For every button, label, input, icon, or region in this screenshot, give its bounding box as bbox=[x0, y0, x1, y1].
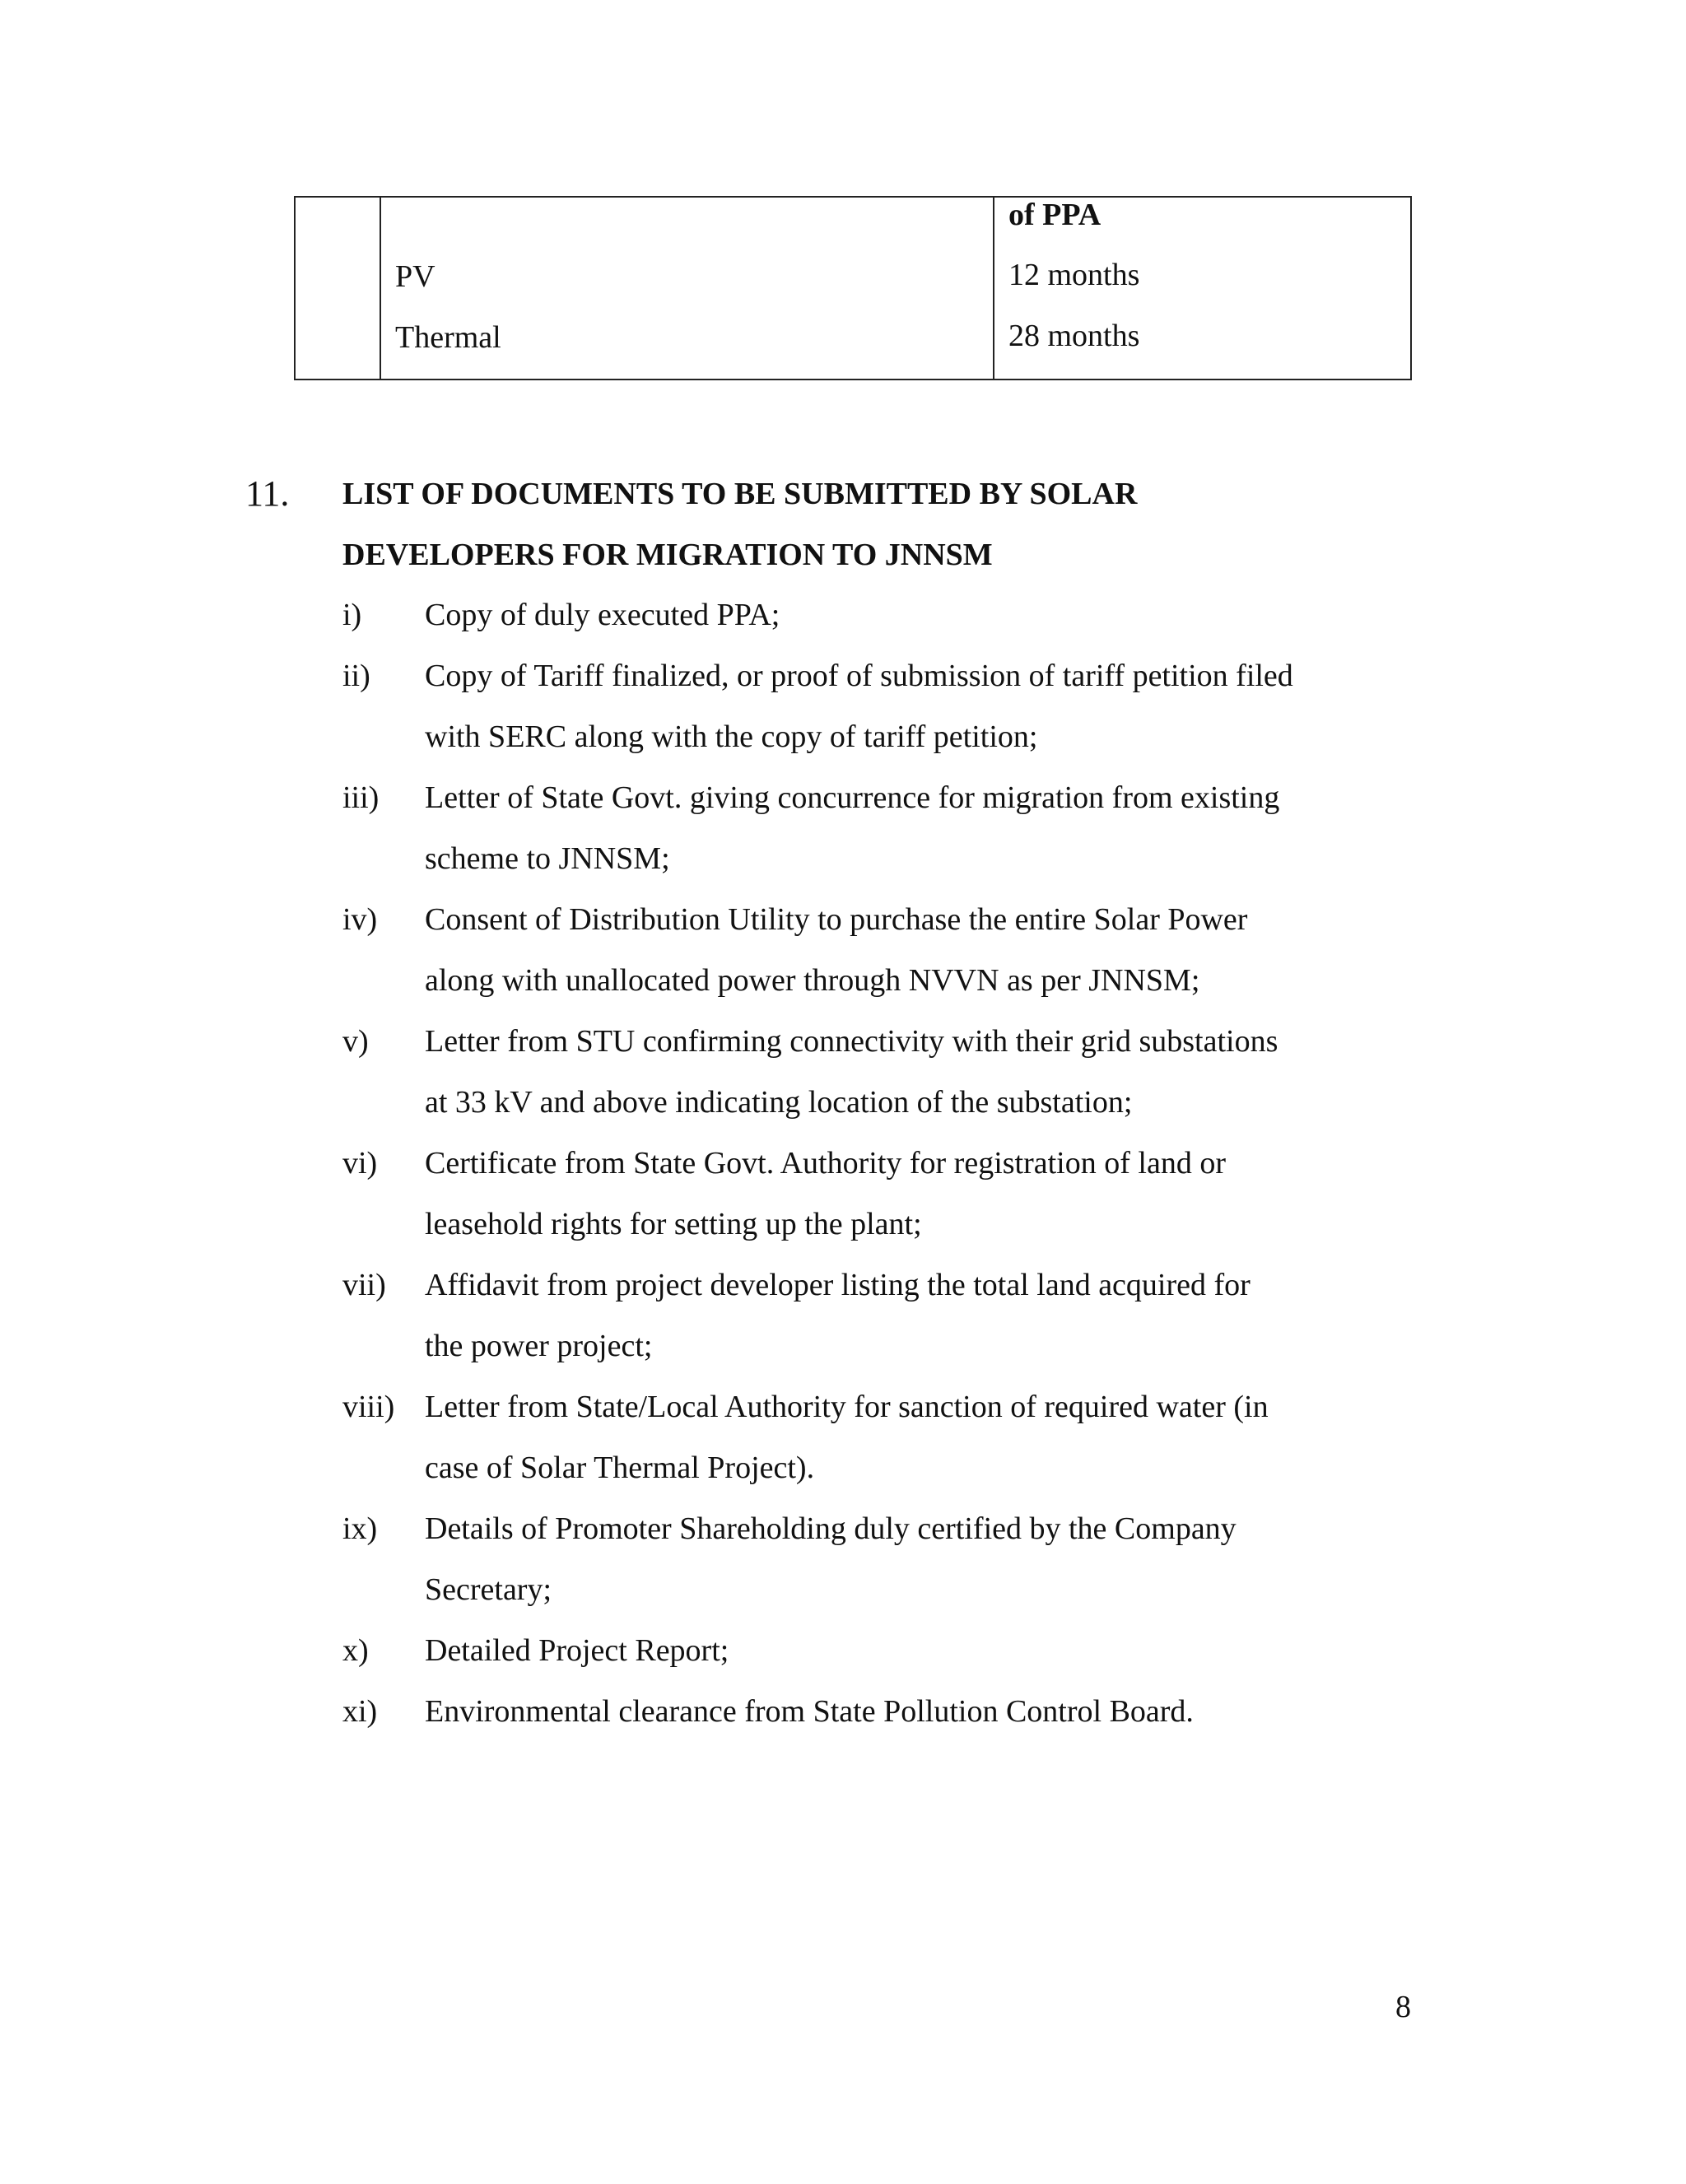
list-item-number: iii) bbox=[342, 780, 380, 815]
list-item-number: iv) bbox=[342, 902, 378, 937]
list-item-text: scheme to JNNSM; bbox=[425, 841, 670, 876]
list-item-text: Certificate from State Govt. Authority for registration of land or bbox=[425, 1146, 1226, 1180]
list-item-text: Secretary; bbox=[425, 1572, 552, 1607]
list-item-text: Letter of State Govt. giving concurrence for migration from existing bbox=[425, 780, 1280, 815]
list-item-text: Affidavit from project developer listing the total land acquired for bbox=[425, 1268, 1251, 1302]
list-item-number: vii) bbox=[342, 1268, 386, 1302]
list-item-text: Copy of Tariff finalized, or proof of submission of tariff petition filed bbox=[425, 659, 1293, 693]
list-item-text: Environmental clearance from State Pollution Control Board. bbox=[425, 1694, 1194, 1729]
list-item-text: the power project; bbox=[425, 1329, 653, 1363]
table-cell-line: 12 months bbox=[1008, 258, 1140, 292]
list-item-text: Consent of Distribution Utility to purchase the entire Solar Power bbox=[425, 902, 1248, 937]
section-title-line: LIST OF DOCUMENTS TO BE SUBMITTED BY SOLAR bbox=[342, 477, 1138, 511]
list-item-text: along with unallocated power through NVVN as per JNNSM; bbox=[425, 963, 1200, 998]
list-item-text: with SERC along with the copy of tariff petition; bbox=[425, 719, 1038, 754]
list-item-number: xi) bbox=[342, 1694, 378, 1729]
table-cell-header: of PPA bbox=[1008, 198, 1101, 232]
list-item-number: i) bbox=[342, 598, 362, 632]
table-cell-line: 28 months bbox=[1008, 319, 1140, 353]
list-item-text: case of Solar Thermal Project). bbox=[425, 1451, 815, 1485]
list-item-number: viii) bbox=[342, 1390, 395, 1424]
table-cell-line: Thermal bbox=[395, 320, 501, 355]
table-cell-line: PV bbox=[395, 259, 435, 294]
table-cell-duration bbox=[994, 197, 1411, 380]
table-cell-technology bbox=[380, 197, 994, 380]
list-item-text: leasehold rights for setting up the plant; bbox=[425, 1207, 922, 1241]
section-title-line: DEVELOPERS FOR MIGRATION TO JNNSM bbox=[342, 538, 993, 572]
list-item-text: Letter from State/Local Authority for sanction of required water (in bbox=[425, 1390, 1269, 1424]
list-item-number: ix) bbox=[342, 1511, 378, 1546]
continuation-table bbox=[294, 196, 1412, 380]
list-item-number: vi) bbox=[342, 1146, 378, 1180]
list-item-text: Details of Promoter Shareholding duly certified by the Company bbox=[425, 1511, 1237, 1546]
list-item-text: Letter from STU confirming connectivity with their grid substations bbox=[425, 1024, 1278, 1059]
list-item-text: Detailed Project Report; bbox=[425, 1633, 729, 1668]
table-cell-empty bbox=[295, 197, 380, 380]
list-item-number: ii) bbox=[342, 659, 370, 693]
page-number: 8 bbox=[1395, 1990, 1411, 2024]
table-row bbox=[295, 197, 1411, 380]
list-item-text: Copy of duly executed PPA; bbox=[425, 598, 780, 632]
list-item-number: x) bbox=[342, 1633, 369, 1668]
section-number: 11. bbox=[245, 473, 290, 514]
list-item-text: at 33 kV and above indicating location of the substation; bbox=[425, 1085, 1133, 1120]
list-item-number: v) bbox=[342, 1024, 369, 1059]
